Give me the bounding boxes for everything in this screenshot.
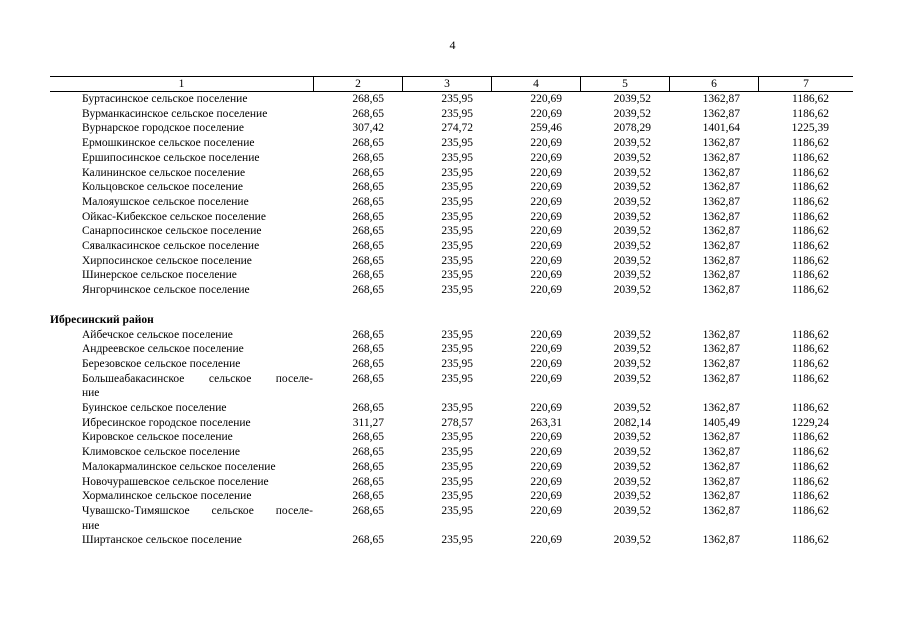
value-col-5: 2039,52 — [613, 137, 651, 150]
value-col-5: 2039,52 — [613, 504, 651, 517]
table-row — [50, 401, 853, 416]
table-row — [50, 445, 853, 460]
value-col-5: 2039,52 — [613, 210, 651, 223]
settlement-name — [50, 430, 313, 445]
value-col-4: 220,69 — [530, 166, 562, 179]
value-col-6: 1362,87 — [702, 137, 740, 150]
value-col-2: 268,65 — [352, 269, 384, 282]
settlement-name-text: Янгорчинское сельское поселение — [82, 284, 250, 297]
value-col-2: 268,65 — [352, 93, 384, 105]
value-col-6: 1362,87 — [702, 357, 740, 370]
settlement-name-text: Березовское сельское поселение — [82, 357, 241, 370]
settlement-name-continuation: ние — [82, 387, 100, 400]
settlement-name — [50, 475, 313, 490]
value-col-2: 307,42 — [352, 122, 384, 135]
value-col-5: 2039,52 — [613, 107, 651, 120]
table-row — [50, 268, 853, 283]
value-col-4: 220,69 — [530, 269, 562, 282]
table-row — [50, 121, 853, 136]
value-col-4: 220,69 — [530, 284, 562, 297]
value-col-7: 1186,62 — [792, 93, 829, 105]
settlement-name-text: Вурманкасинское сельское поселение — [82, 107, 268, 120]
value-col-2: 268,65 — [352, 210, 384, 223]
header-col-3: 3 — [402, 77, 491, 91]
table-row — [50, 283, 853, 298]
value-col-3: 235,95 — [441, 431, 473, 444]
value-col-6: 1401,64 — [702, 122, 740, 135]
settlement-name — [50, 121, 313, 136]
settlement-name — [50, 489, 313, 504]
value-col-6: 1362,87 — [702, 372, 740, 385]
value-col-2: 268,65 — [352, 534, 384, 547]
value-col-5: 2039,52 — [613, 475, 651, 488]
table-row — [50, 136, 853, 151]
value-col-4: 220,69 — [530, 446, 562, 459]
value-col-5: 2039,52 — [613, 372, 651, 385]
value-col-5: 2039,52 — [613, 93, 651, 105]
value-col-6: 1362,87 — [702, 107, 740, 120]
table-row — [50, 475, 853, 490]
table-row — [50, 342, 853, 357]
value-col-4: 220,69 — [530, 431, 562, 444]
value-col-5: 2039,52 — [613, 402, 651, 415]
value-col-3: 235,95 — [441, 181, 473, 194]
settlement-name-text: Малокармалинское сельское поселение — [82, 460, 276, 473]
settlement-name — [50, 357, 313, 372]
value-col-5: 2039,52 — [613, 446, 651, 459]
value-col-6: 1362,87 — [702, 93, 740, 105]
settlement-name — [50, 180, 313, 195]
value-col-5: 2039,52 — [613, 181, 651, 194]
value-col-3: 235,95 — [441, 534, 473, 547]
settlement-name-continuation: ние — [82, 519, 100, 532]
table-row — [50, 430, 853, 445]
settlement-name-text: Айбечское сельское поселение — [82, 328, 233, 341]
value-col-6: 1362,87 — [702, 181, 740, 194]
value-col-5: 2039,52 — [613, 284, 651, 297]
value-col-5: 2039,52 — [613, 490, 651, 503]
value-col-7: 1186,62 — [792, 137, 829, 150]
header-col-6: 6 — [669, 77, 758, 91]
header-col-2: 2 — [313, 77, 402, 91]
value-col-4: 220,69 — [530, 93, 562, 105]
value-col-4: 220,69 — [530, 181, 562, 194]
settlement-name — [50, 328, 313, 343]
value-col-7: 1186,62 — [792, 195, 829, 208]
value-col-2: 268,65 — [352, 181, 384, 194]
settlement-name-text: Сявалкасинское сельское поселение — [82, 240, 260, 253]
settlement-name-text: Малояушское сельское поселение — [82, 195, 249, 208]
value-col-6: 1362,87 — [702, 284, 740, 297]
table-row — [50, 195, 853, 210]
value-col-2: 268,65 — [352, 225, 384, 238]
value-col-7: 1186,62 — [792, 357, 829, 370]
value-col-2: 268,65 — [352, 343, 384, 356]
value-col-7: 1186,62 — [792, 254, 829, 267]
header-col-4: 4 — [491, 77, 580, 91]
value-col-6: 1362,87 — [702, 446, 740, 459]
value-col-4: 220,69 — [530, 225, 562, 238]
value-col-5: 2039,52 — [613, 151, 651, 164]
table-header — [50, 76, 853, 92]
value-col-3: 235,95 — [441, 357, 473, 370]
value-col-3: 235,95 — [441, 372, 473, 385]
value-col-6: 1362,87 — [702, 343, 740, 356]
value-col-4: 220,69 — [530, 210, 562, 223]
settlement-name-text: Ермошкинское сельское поселение — [82, 137, 255, 150]
value-col-7: 1186,62 — [792, 343, 829, 356]
table-row — [50, 210, 853, 225]
value-col-4: 220,69 — [530, 343, 562, 356]
value-col-4: 220,69 — [530, 504, 562, 517]
value-col-3: 235,95 — [441, 137, 473, 150]
value-col-2: 268,65 — [352, 166, 384, 179]
table-row — [50, 180, 853, 195]
value-col-5: 2039,52 — [613, 225, 651, 238]
table-row — [50, 328, 853, 343]
value-col-7: 1186,62 — [792, 240, 829, 253]
value-col-6: 1362,87 — [702, 210, 740, 223]
value-col-4: 263,31 — [530, 416, 562, 429]
value-col-4: 220,69 — [530, 475, 562, 488]
settlement-name — [50, 268, 313, 283]
settlement-name — [50, 239, 313, 254]
value-col-4: 220,69 — [530, 137, 562, 150]
table-row — [50, 224, 853, 239]
value-col-4: 220,69 — [530, 151, 562, 164]
settlement-name — [50, 401, 313, 416]
settlement-name — [50, 92, 313, 107]
settlement-name-text: Большеабакасинское сельское поселе- — [82, 372, 313, 385]
value-col-3: 235,95 — [441, 93, 473, 105]
settlement-name-text: Хормалинское сельское поселение — [82, 490, 252, 503]
value-col-4: 220,69 — [530, 490, 562, 503]
settlement-name — [50, 416, 313, 431]
value-col-2: 268,65 — [352, 107, 384, 120]
header-col-7: 7 — [758, 77, 853, 91]
value-col-2: 268,65 — [352, 151, 384, 164]
settlement-name — [50, 533, 313, 548]
value-col-7: 1186,62 — [792, 431, 829, 444]
value-col-6: 1362,87 — [702, 460, 740, 473]
value-col-7: 1186,62 — [792, 269, 829, 282]
value-col-7: 1186,62 — [792, 402, 829, 415]
value-col-7: 1186,62 — [792, 460, 829, 473]
value-col-2: 268,65 — [352, 431, 384, 444]
value-col-2: 268,65 — [352, 137, 384, 150]
value-col-7: 1186,62 — [792, 328, 829, 341]
table-row — [50, 416, 853, 431]
settlement-name-text: Хирпосинское сельское поселение — [82, 254, 252, 267]
value-col-6: 1362,87 — [702, 225, 740, 238]
value-col-3: 235,95 — [441, 269, 473, 282]
table-row — [50, 166, 853, 181]
value-col-2: 268,65 — [352, 372, 384, 385]
value-col-7: 1186,62 — [792, 181, 829, 194]
settlement-name — [50, 107, 313, 122]
value-col-2: 268,65 — [352, 284, 384, 297]
value-col-4: 220,69 — [530, 240, 562, 253]
settlement-name-text: Буртасинское сельское поселение — [82, 93, 248, 105]
settlement-name-text: Кольцовское сельское поселение — [82, 181, 244, 194]
table-row — [50, 151, 853, 166]
settlement-name — [50, 283, 313, 298]
table-row — [50, 489, 853, 504]
value-col-7: 1186,62 — [792, 107, 829, 120]
value-col-7: 1186,62 — [792, 490, 829, 503]
value-col-6: 1362,87 — [702, 151, 740, 164]
value-col-4: 220,69 — [530, 402, 562, 415]
value-col-7: 1229,24 — [791, 416, 829, 429]
table-row — [50, 239, 853, 254]
value-col-3: 235,95 — [441, 166, 473, 179]
value-col-3: 235,95 — [441, 490, 473, 503]
value-col-5: 2039,52 — [613, 240, 651, 253]
settlement-name-text: Ибресинское городское поселение — [82, 416, 251, 429]
value-col-4: 220,69 — [530, 328, 562, 341]
header-col-1: 1 — [178, 78, 185, 90]
value-col-4: 259,46 — [530, 122, 562, 135]
settlement-name — [50, 460, 313, 475]
value-col-7: 1186,62 — [792, 284, 829, 297]
value-col-2: 268,65 — [352, 328, 384, 341]
table-row — [50, 372, 853, 401]
value-col-4: 220,69 — [530, 357, 562, 370]
settlement-name-text: Кировское сельское поселение — [82, 431, 233, 444]
value-col-3: 235,95 — [441, 328, 473, 341]
settlement-name — [50, 342, 313, 357]
value-col-3: 278,57 — [441, 416, 473, 429]
value-col-5: 2039,52 — [613, 166, 651, 179]
value-col-6: 1362,87 — [702, 504, 740, 517]
settlement-name — [50, 136, 313, 151]
value-col-2: 268,65 — [352, 504, 384, 517]
value-col-7: 1225,39 — [791, 122, 829, 135]
value-col-6: 1362,87 — [702, 166, 740, 179]
value-col-4: 220,69 — [530, 107, 562, 120]
group-2-rows — [50, 328, 853, 549]
value-col-3: 235,95 — [441, 284, 473, 297]
header-col-5: 5 — [580, 77, 669, 91]
value-col-5: 2039,52 — [613, 195, 651, 208]
settlement-name-text: Шинерское сельское поселение — [82, 269, 237, 282]
value-col-2: 268,65 — [352, 490, 384, 503]
table-row — [50, 533, 853, 548]
value-col-4: 220,69 — [530, 534, 562, 547]
table-row — [50, 92, 853, 107]
value-col-6: 1362,87 — [702, 475, 740, 488]
value-col-7: 1186,62 — [792, 372, 829, 385]
table-row — [50, 254, 853, 269]
value-col-2: 311,27 — [352, 416, 384, 429]
value-col-4: 220,69 — [530, 460, 562, 473]
value-col-2: 268,65 — [352, 240, 384, 253]
settlement-name-text: Санарпосинское сельское поселение — [82, 225, 262, 238]
settlement-name — [50, 151, 313, 166]
settlement-name-text: Калининское сельское поселение — [82, 166, 246, 179]
value-col-7: 1186,62 — [792, 225, 829, 238]
value-col-3: 235,95 — [441, 240, 473, 253]
value-col-6: 1362,87 — [702, 490, 740, 503]
settlement-name-text: Буинское сельское поселение — [82, 402, 227, 415]
settlement-name-text: Ершипосинское сельское поселение — [82, 151, 260, 164]
value-col-3: 235,95 — [441, 402, 473, 415]
value-col-3: 235,95 — [441, 475, 473, 488]
value-col-6: 1362,87 — [702, 254, 740, 267]
value-col-3: 235,95 — [441, 343, 473, 356]
value-col-6: 1362,87 — [702, 195, 740, 208]
settlement-name — [50, 195, 313, 210]
settlement-name-text: Ойкас-Кибекское сельское поселение — [82, 210, 266, 223]
table-row — [50, 357, 853, 372]
value-col-3: 235,95 — [441, 504, 473, 517]
value-col-7: 1186,62 — [792, 166, 829, 179]
value-col-6: 1362,87 — [702, 402, 740, 415]
settlement-name — [50, 372, 313, 401]
value-col-5: 2039,52 — [613, 357, 651, 370]
tariff-table — [50, 76, 853, 548]
settlement-name — [50, 254, 313, 269]
value-col-2: 268,65 — [352, 475, 384, 488]
value-col-5: 2039,52 — [613, 254, 651, 267]
value-col-7: 1186,62 — [792, 151, 829, 164]
page-number: 4 — [449, 38, 456, 52]
value-col-6: 1362,87 — [702, 240, 740, 253]
value-col-3: 274,72 — [441, 122, 473, 135]
value-col-2: 268,65 — [352, 446, 384, 459]
value-col-3: 235,95 — [441, 151, 473, 164]
value-col-4: 220,69 — [530, 254, 562, 267]
settlement-name-text: Андреевское сельское поселение — [82, 343, 244, 356]
value-col-4: 220,69 — [530, 195, 562, 208]
value-col-5: 2039,52 — [613, 328, 651, 341]
value-col-7: 1186,62 — [792, 210, 829, 223]
settlement-name-text: Чувашско-Тимяшское сельское поселе- — [82, 504, 313, 517]
value-col-5: 2039,52 — [613, 269, 651, 282]
value-col-6: 1405,49 — [702, 416, 740, 429]
settlement-name — [50, 224, 313, 239]
district-title: Ибресинский район — [50, 313, 154, 326]
value-col-7: 1186,62 — [792, 475, 829, 488]
value-col-7: 1186,62 — [792, 446, 829, 459]
value-col-3: 235,95 — [441, 107, 473, 120]
settlement-name — [50, 445, 313, 460]
value-col-2: 268,65 — [352, 357, 384, 370]
value-col-2: 268,65 — [352, 402, 384, 415]
value-col-2: 268,65 — [352, 195, 384, 208]
value-col-5: 2082,14 — [613, 416, 651, 429]
value-col-6: 1362,87 — [702, 269, 740, 282]
value-col-2: 268,65 — [352, 460, 384, 473]
value-col-3: 235,95 — [441, 254, 473, 267]
settlement-name-text: Климовское сельское поселение — [82, 446, 241, 459]
settlement-name-text: Вурнарское городское поселение — [82, 122, 244, 135]
value-col-3: 235,95 — [441, 225, 473, 238]
settlement-name — [50, 166, 313, 181]
value-col-6: 1362,87 — [702, 534, 740, 547]
value-col-6: 1362,87 — [702, 328, 740, 341]
value-col-6: 1362,87 — [702, 431, 740, 444]
value-col-3: 235,95 — [441, 460, 473, 473]
value-col-5: 2039,52 — [613, 431, 651, 444]
value-col-7: 1186,62 — [792, 534, 829, 547]
value-col-3: 235,95 — [441, 210, 473, 223]
value-col-2: 268,65 — [352, 254, 384, 267]
value-col-5: 2078,29 — [613, 122, 651, 135]
value-col-5: 2039,52 — [613, 460, 651, 473]
value-col-3: 235,95 — [441, 195, 473, 208]
settlement-name — [50, 210, 313, 225]
table-row — [50, 460, 853, 475]
value-col-4: 220,69 — [530, 372, 562, 385]
table-row — [50, 107, 853, 122]
value-col-5: 2039,52 — [613, 343, 651, 356]
value-col-5: 2039,52 — [613, 534, 651, 547]
settlement-name-text: Ширтанское сельское поселение — [82, 534, 242, 547]
value-col-7: 1186,62 — [792, 504, 829, 517]
settlement-name-text: Новочурашевское сельское поселение — [82, 475, 269, 488]
group-1-rows — [50, 92, 853, 298]
settlement-name — [50, 504, 313, 533]
table-row — [50, 504, 853, 533]
value-col-3: 235,95 — [441, 446, 473, 459]
